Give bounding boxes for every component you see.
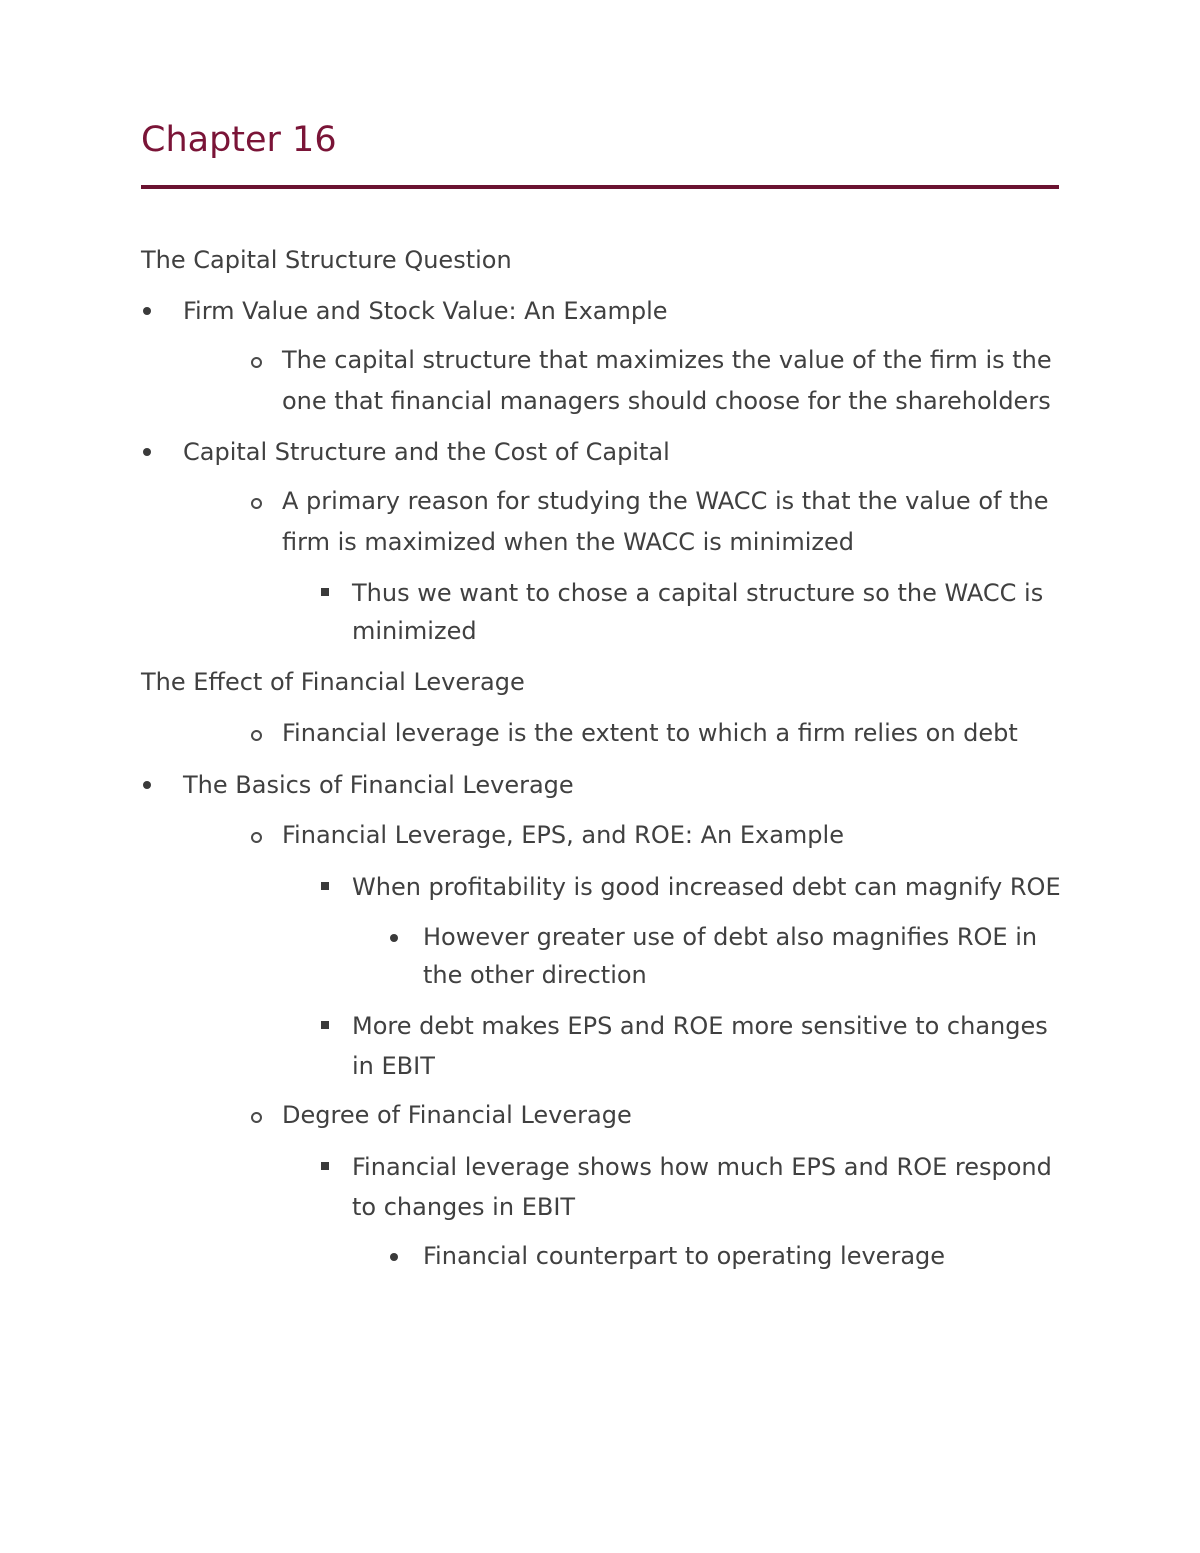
list-item: More debt makes EPS and ROE more sensitive to changes	[352, 1012, 1048, 1040]
square-bullet-icon	[321, 1021, 329, 1029]
square-bullet-icon	[321, 882, 329, 890]
section-heading-effect-of-financial-leverage: The Effect of Financial Leverage	[141, 668, 525, 696]
list-item-continuation: firm is maximized when the WACC is minimized	[282, 528, 854, 556]
list-item-continuation: in EBIT	[352, 1052, 435, 1080]
circle-bullet-icon	[251, 730, 262, 741]
list-item: Firm Value and Stock Value: An Example	[183, 297, 668, 325]
circle-bullet-icon	[251, 832, 262, 843]
circle-bullet-icon	[251, 357, 262, 368]
circle-bullet-icon	[251, 498, 262, 509]
list-item-continuation: the other direction	[423, 961, 647, 989]
square-bullet-icon	[321, 1162, 329, 1170]
list-item: The Basics of Financial Leverage	[183, 771, 574, 799]
list-item: Financial leverage is the extent to which a firm relies on debt	[282, 719, 1018, 747]
section-heading-capital-structure-question: The Capital Structure Question	[141, 246, 512, 274]
bullet-dot-icon	[390, 1253, 398, 1261]
list-item-continuation: minimized	[352, 617, 477, 645]
chapter-title: Chapter 16	[141, 120, 337, 160]
bullet-dot-icon	[143, 781, 151, 789]
title-underline-rule	[141, 185, 1059, 189]
list-item: Financial leverage shows how much EPS and ROE respond	[352, 1153, 1052, 1181]
list-item: Financial counterpart to operating leverage	[423, 1242, 946, 1270]
bullet-dot-icon	[390, 934, 398, 942]
list-item: Degree of Financial Leverage	[282, 1101, 632, 1129]
list-item: A primary reason for studying the WACC is that the value of the	[282, 487, 1049, 515]
square-bullet-icon	[321, 588, 329, 596]
list-item-continuation: to changes in EBIT	[352, 1193, 576, 1221]
list-item: Financial Leverage, EPS, and ROE: An Example	[282, 821, 844, 849]
circle-bullet-icon	[251, 1112, 262, 1123]
list-item: Thus we want to chose a capital structure so the WACC is	[352, 579, 1044, 607]
list-item: Capital Structure and the Cost of Capital	[183, 438, 670, 466]
list-item: When profitability is good increased debt can magnify ROE	[352, 873, 1061, 901]
list-item-continuation: one that financial managers should choose for the shareholders	[282, 387, 1051, 415]
bullet-dot-icon	[143, 448, 151, 456]
list-item: However greater use of debt also magnifies ROE in	[423, 923, 1038, 951]
bullet-dot-icon	[143, 307, 151, 315]
list-item: The capital structure that maximizes the value of the firm is the	[282, 346, 1052, 374]
